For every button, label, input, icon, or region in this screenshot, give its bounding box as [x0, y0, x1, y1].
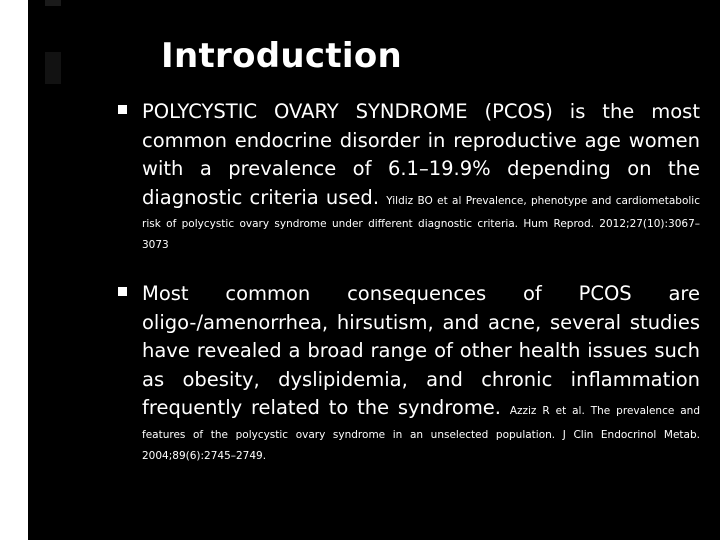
bullet-item-prevalence: [118, 98, 700, 254]
slide-title: Introduction: [161, 36, 403, 76]
square-bullet-icon: [118, 287, 127, 296]
slide: [28, 0, 720, 540]
bullet-text: Most common consequences of PCOS are oligo-/amenorrhea, hirsutism, and acne, several studies have revealed a broad range of other health issues such as obesity, dyslipidemia, and chronic inflammation frequently related to the syndrome.: [142, 282, 700, 419]
decorative-bar: [45, 52, 61, 84]
bullet-item-consequences: [118, 280, 700, 465]
decorative-bar-top: [45, 0, 61, 6]
bullet-text: POLYCYSTIC OVARY SYNDROME (PCOS) is the most common endocrine disorder in reproductive age women with a prevalence of 6.1–19.9% depending on the diagnostic criteria used.: [142, 100, 700, 209]
citation: Yildiz BO et al Prevalence, phenotype and cardiometabolic risk of polycystic ovary syndrome under different diagnostic criteria. Hum Reprod. 2012;27(10):3067–3073: [142, 194, 701, 251]
square-bullet-icon: [118, 105, 127, 114]
bullet-list: [118, 98, 700, 465]
citation: Azziz R et al. The prevalence and features of the polycystic ovary syndrome in an unselected population. J Clin Endocrinol Metab. 2004;89(6):2745–2749.: [142, 405, 700, 462]
